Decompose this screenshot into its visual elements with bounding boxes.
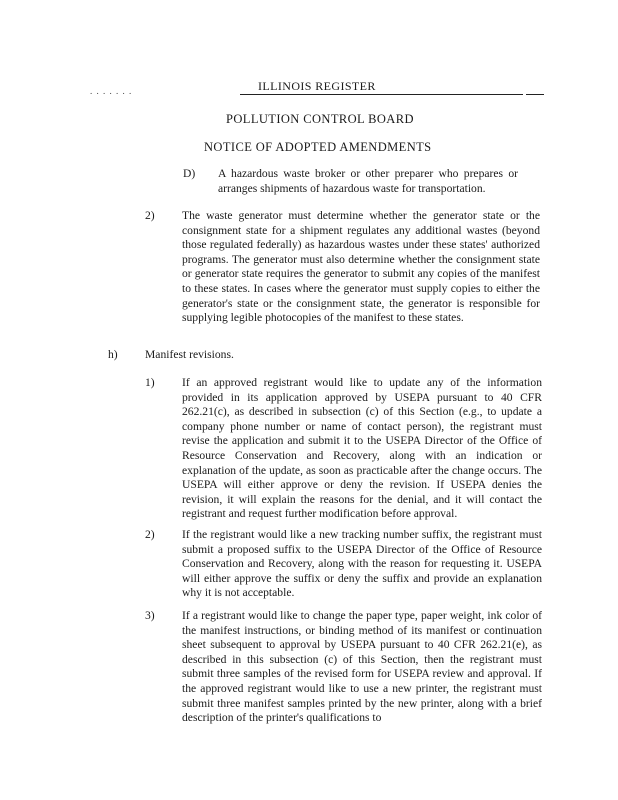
item-h2-label: 2)	[145, 528, 155, 541]
section-h-label: h)	[108, 348, 118, 361]
item-h2-text: If the registrant would like a new tracking number suffix, the registrant must submit a proposed suffix to the USEPA Director of the Office of Resource Conservation and Recovery, along with the reason for requesting it. USEPA will either approve the suffix or deny the suffix and provide an explanation why it is not acceptable.	[182, 528, 542, 600]
board-title: POLLUTION CONTROL BOARD	[226, 112, 414, 126]
item-g2-text: The waste generator must determine whether the generator state or the consignment state for a shipment regulates any additional wastes (beyond those regulated federally) as hazardous wastes under these states' authorized programs. The generator must also determine whether the consignment state or generator state requires the generator to submit any copies of the manifest to these states. In cases where the generator must supply copies to either the generator's state or the consignment state, the generator is responsible for supplying legible photocopies of the manifest to these states.	[182, 209, 540, 325]
register-title: ILLINOIS REGISTER	[258, 79, 376, 93]
item-h1-text: If an approved registrant would like to update any of the information provided in its application approved by USEPA pursuant to 40 CFR 262.21(c), as described in subsection (c) of this Section (e.g., to update a company phone number or name of contact person), the registrant must revise the application and submit it to the USEPA Director of the Office of Resource Conservation and Recovery, along with an indication or explanation of the update, as soon as practicable after the change occurs. The USEPA will either approve or deny the revision. If USEPA denies the revision, it will explain the reasons for the denial, and it will contact the registrant and request further modification before approval.	[182, 376, 542, 521]
header-rule-end	[526, 94, 544, 95]
notice-title: NOTICE OF ADOPTED AMENDMENTS	[204, 140, 432, 154]
section-h-title: Manifest revisions.	[145, 348, 234, 361]
item-d-text: A hazardous waste broker or other preparer who prepares or arranges shipments of hazardous waste for transportation.	[218, 167, 518, 195]
header-left-marks: . . . . . . .	[90, 86, 133, 96]
item-d-label: D)	[183, 167, 196, 180]
header-rule	[240, 94, 523, 95]
item-h3-label: 3)	[145, 609, 155, 622]
item-h1-label: 1)	[145, 376, 155, 389]
item-g2-label: 2)	[145, 209, 155, 222]
item-h3-text: If a registrant would like to change the paper type, paper weight, ink color of the manifest instructions, or binding method of its manifest or continuation sheet subsequent to approval by USEPA pursuant to 40 CFR 262.21(e), as described in this subsection (c) of this Section, then the registrant must submit three samples of the revised form for USEPA review and approval. If the approved registrant would like to use a new printer, the registrant must submit three manifest samples printed by the new printer, along with a brief description of the printer's qualifications to	[182, 609, 542, 725]
